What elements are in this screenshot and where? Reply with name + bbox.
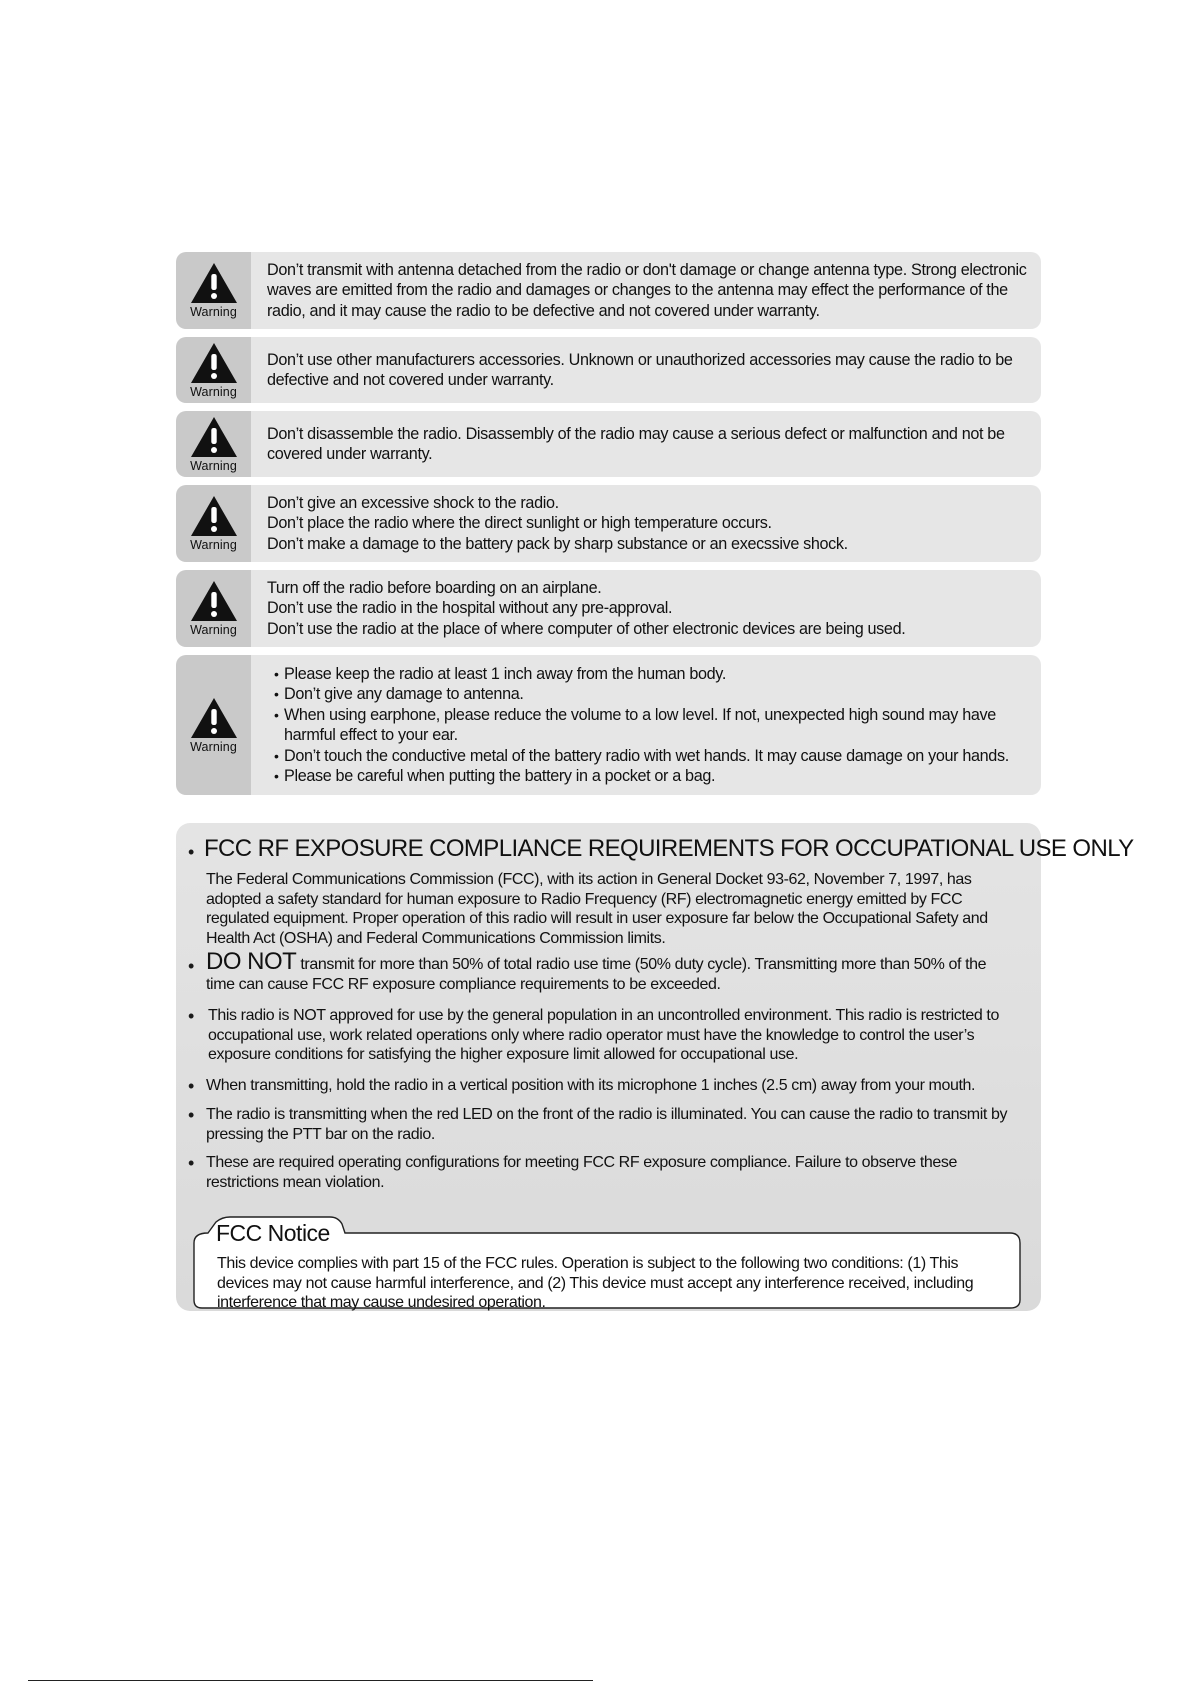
do-not-text: transmit for more than 50% of total radio use time (50% duty cycle). Transmitting more than 50% of the time can cause FCC RF exposure compliance requirements to be exceeded. bbox=[206, 956, 987, 993]
fcc-title: FCC RF EXPOSURE COMPLIANCE REQUIREMENTS FOR OCCUPATIONAL USE ONLY bbox=[204, 835, 1134, 862]
list-item bbox=[188, 1076, 1015, 1096]
list-item: • Don’t give any damage to antenna. bbox=[274, 685, 524, 703]
warning-label: Warning bbox=[190, 458, 237, 473]
warning-badge bbox=[176, 655, 251, 795]
warning-line: Turn off the radio before boarding on an airplane. bbox=[267, 578, 602, 597]
warning-label: Warning bbox=[190, 384, 237, 399]
warning-text bbox=[267, 411, 1033, 477]
warning-line: Don’t disassemble the radio. Disassembly of the radio may cause a serious defect or malfunction and not be bbox=[267, 424, 1005, 443]
bullet: • bbox=[188, 842, 195, 862]
bullet: • bbox=[188, 956, 195, 976]
warning-line: Don’t use the radio at the place of where computer of other electronic devices are being used. bbox=[267, 619, 906, 638]
bullet: • bbox=[188, 1076, 195, 1096]
warning-bullet-list bbox=[274, 655, 1033, 795]
fcc-intro-text: The Federal Communications Commission (FCC), with its action in General Docket 93-62, November 7, 1997, has adopted a safety standard for human exposure to Radio Frequency (RF) electromagnetic energy emitted by FCC regulated equipment. Proper operation of this radio will result in user exposure far below the Occupational Safety and Health Act (OSHA) and Federal Communications Commission limits. bbox=[206, 871, 988, 947]
warning-label: Warning bbox=[190, 538, 237, 552]
warning-label: Warning bbox=[190, 623, 237, 637]
list-item: • Please be careful when putting the battery in a pocket or a bag. bbox=[274, 767, 716, 785]
warning-badge bbox=[176, 570, 251, 647]
warning-label: Warning bbox=[190, 739, 237, 754]
warning-line: defective and not covered under warranty. bbox=[267, 371, 554, 389]
warning-badge bbox=[176, 411, 251, 477]
warning-triangle-icon bbox=[190, 697, 238, 739]
list-item bbox=[188, 1105, 1015, 1144]
warning-line: Don’t place the radio where the direct sunlight or high temperature occurs. bbox=[267, 514, 772, 533]
list-item-text: This radio is NOT approved for use by the general population in an uncontrolled environment. This radio is restricted to occupational use, work related operations only where radio operator must have the knowledge to control the user’s exposure conditions for satisfying the higher exposure limit allowed for occupational use. bbox=[208, 1007, 999, 1063]
bullet: • bbox=[188, 1006, 195, 1026]
fcc-notice-box bbox=[192, 1208, 1024, 1311]
list-item bbox=[188, 1153, 1001, 1192]
notice-title: FCC Notice bbox=[216, 1220, 330, 1246]
warning-box-accessories bbox=[176, 337, 1041, 403]
warning-line: Don’t give an excessive shock to the radio. bbox=[267, 493, 559, 512]
bullet: • bbox=[188, 1153, 195, 1173]
list-item-text: When using earphone, please reduce the volume to a low level. If not, unexpected high sound may have harmful effect to your ear. bbox=[284, 705, 996, 744]
warning-badge bbox=[176, 252, 251, 329]
notice-text: This device complies with part 15 of the FCC rules. Operation is subject to the following two conditions: (1) This devices may not cause harmful interference, and (2) This device must accept any interference received, including interference that may cause undesired operation. bbox=[217, 1255, 974, 1311]
footer-divider bbox=[28, 1680, 593, 1681]
warning-line: waves are emitted from the radio and damages or changes to the antenna may effect the performance of the bbox=[267, 281, 1008, 300]
fcc-intro bbox=[206, 870, 1007, 948]
fcc-compliance-box bbox=[176, 823, 1134, 1311]
warning-triangle-icon bbox=[190, 580, 238, 622]
list-item bbox=[188, 1006, 1015, 1065]
warning-triangle-icon bbox=[190, 262, 238, 304]
warning-box-disassemble bbox=[176, 411, 1041, 477]
warning-line: Don’t use the radio in the hospital without any pre-approval. bbox=[267, 599, 673, 618]
list-item: • Don’t touch the conductive metal of the battery radio with wet hands. It may cause damage on your hands. bbox=[274, 746, 1009, 765]
list-item-text: Please keep the radio at least 1 inch away from the human body. bbox=[284, 664, 726, 683]
list-item-text: Don’t touch the conductive metal of the battery radio with wet hands. It may cause damage on your hands. bbox=[284, 746, 1009, 765]
warning-text bbox=[267, 570, 1033, 647]
warning-badge bbox=[176, 485, 251, 562]
fcc-do-not-item bbox=[188, 948, 1007, 994]
list-item: • When using earphone, please reduce the volume to a low level. If not, unexpected high sound may have harmful effect to your ear. bbox=[274, 705, 1033, 746]
warning-line: radio, and it may cause the radio to be defective and not covered under warranty. bbox=[267, 301, 820, 320]
list-item-text: When transmitting, hold the radio in a vertical position with its microphone 1 inches (2.5 cm) away from your mouth. bbox=[206, 1077, 976, 1094]
list-item-text: Don’t give any damage to antenna. bbox=[284, 685, 524, 703]
warning-box-safety-list bbox=[176, 655, 1041, 795]
warning-box-shock bbox=[176, 485, 1041, 562]
warning-line: Don’t make a damage to the battery pack by sharp substance or an execssive shock. bbox=[267, 534, 848, 553]
warning-line: Don’t use other manufacturers accessories. Unknown or unauthorized accessories may cause the radio to be bbox=[267, 350, 1013, 369]
warning-line: Don’t transmit with antenna detached from the radio or don't damage or change antenna type. Strong electronic bbox=[267, 260, 1027, 279]
warning-box-airplane bbox=[176, 570, 1041, 647]
warning-box-antenna bbox=[176, 252, 1041, 329]
warning-label: Warning bbox=[190, 305, 237, 319]
warning-badge bbox=[176, 337, 251, 403]
warning-triangle-icon bbox=[190, 342, 238, 384]
warning-text bbox=[267, 337, 1033, 403]
list-item-text: These are required operating configurations for meeting FCC RF exposure compliance. Failure to observe these restrictions mean violation. bbox=[206, 1154, 957, 1191]
bullet: • bbox=[188, 1105, 195, 1125]
warning-triangle-icon bbox=[190, 416, 238, 458]
warning-line: covered under warranty. bbox=[267, 445, 433, 463]
list-item-text: The radio is transmitting when the red LED on the front of the radio is illuminated. You can cause the radio to transmit by pressing the PTT bar on the radio. bbox=[206, 1106, 1008, 1143]
warning-text bbox=[267, 485, 1033, 562]
do-not-heading: DO NOT bbox=[206, 948, 297, 975]
list-item: • Please keep the radio at least 1 inch away from the human body. bbox=[274, 664, 726, 683]
warning-triangle-icon bbox=[190, 495, 238, 537]
list-item-text: Please be careful when putting the battery in a pocket or a bag. bbox=[284, 767, 716, 785]
warning-text bbox=[267, 252, 1033, 329]
